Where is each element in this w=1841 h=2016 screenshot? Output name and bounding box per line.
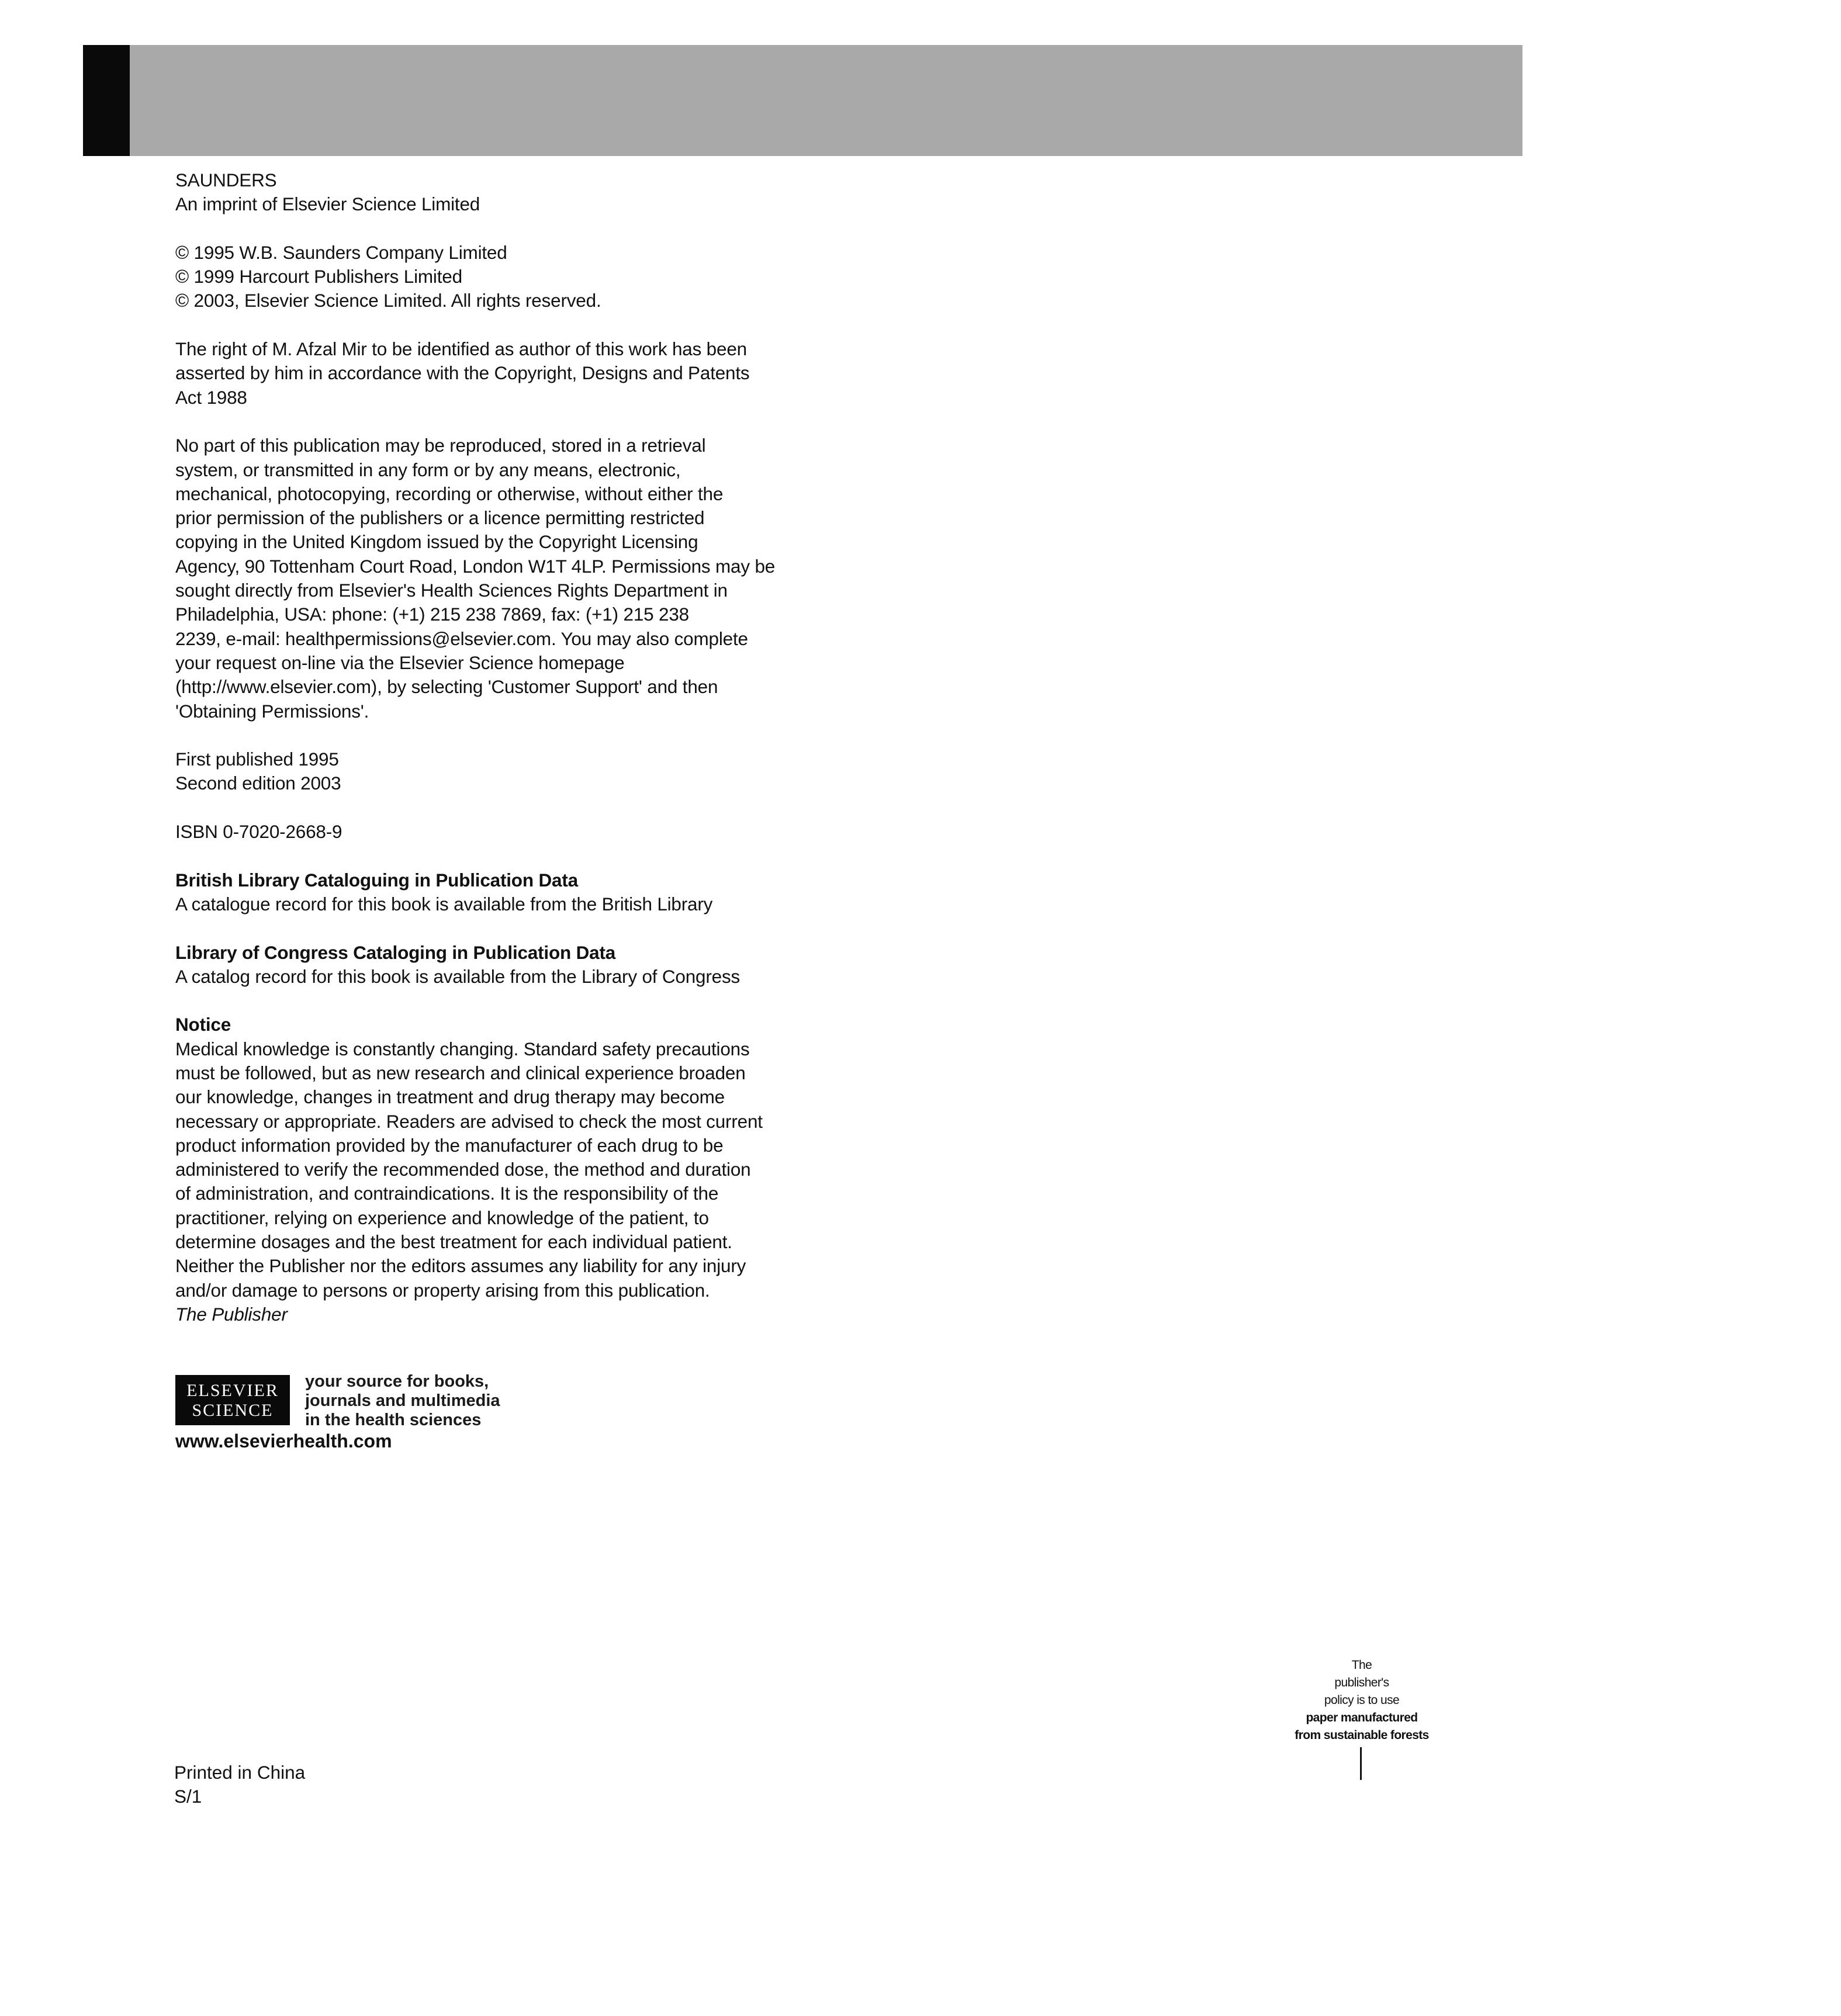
- permissions-line: sought directly from Elsevier's Health Sciences Rights Department in: [175, 580, 728, 601]
- author-rights-line: Act 1988: [175, 386, 247, 408]
- copyright-line: © 1995 W.B. Saunders Company Limited: [175, 241, 507, 263]
- spacer: [175, 796, 807, 820]
- notice-line: determine dosages and the best treatment for each individual patient.: [175, 1231, 732, 1253]
- spacer: [175, 313, 807, 337]
- eco-note-line: from sustainable forests: [1295, 1729, 1429, 1742]
- permissions-line: copying in the United Kingdom issued by the Copyright Licensing: [175, 531, 698, 553]
- eco-note-tick: [1360, 1747, 1362, 1780]
- notice-line: necessary or appropriate. Readers are advised to check the most current: [175, 1110, 763, 1132]
- notice-line: and/or damage to persons or property arising from this publication.: [175, 1279, 710, 1301]
- copyright-line: © 1999 Harcourt Publishers Limited: [175, 266, 462, 287]
- permissions-line: Agency, 90 Tottenham Court Road, London W1T 4LP. Permissions may be: [175, 555, 776, 577]
- permissions-line: Philadelphia, USA: phone: (+1) 215 238 7869, fax: (+1) 215 238: [175, 604, 689, 625]
- permissions-line: 2239, e-mail: healthpermissions@elsevier.com. You may also complete: [175, 628, 748, 649]
- notice-line: administered to verify the recommended dose, the method and duration: [175, 1159, 751, 1180]
- sustainable-paper-note: [1268, 1657, 1455, 1744]
- tagline-line: in the health sciences: [305, 1411, 482, 1429]
- header-tab-marker: [83, 45, 130, 156]
- notice-signature: The Publisher: [175, 1303, 288, 1325]
- permissions-line: your request on-line via the Elsevier Science homepage: [175, 652, 625, 673]
- spacer: [175, 217, 807, 241]
- eco-note-line: paper manufactured: [1306, 1711, 1418, 1724]
- british-library-text: A catalogue record for this book is available from the British Library: [175, 893, 713, 915]
- notice-heading: Notice: [175, 1014, 231, 1035]
- header-band: [83, 45, 1522, 156]
- permissions-line: mechanical, photocopying, recording or otherwise, without either the: [175, 483, 724, 504]
- spacer: [175, 916, 807, 940]
- permissions-line: system, or transmitted in any form or by any means, electronic,: [175, 459, 681, 480]
- notice-line: of administration, and contraindications. It is the responsibility of the: [175, 1183, 719, 1204]
- spacer: [175, 989, 807, 1013]
- library-of-congress-heading: Library of Congress Cataloging in Publication Data: [175, 941, 616, 963]
- eco-note-line: policy is to use: [1324, 1693, 1400, 1707]
- elsevier-science-logo: [175, 1375, 290, 1425]
- permissions-line: prior permission of the publishers or a licence permitting restricted: [175, 507, 705, 529]
- copyright-page-text: [175, 168, 807, 1326]
- website-link[interactable]: www.elsevierhealth.com: [175, 1430, 392, 1452]
- printing-info: [174, 1761, 305, 1809]
- tagline-line: your source for books,: [305, 1372, 489, 1391]
- first-published: First published 1995: [175, 749, 339, 770]
- spacer: [175, 410, 807, 434]
- logo-wordmark-line: SCIENCE: [192, 1401, 274, 1420]
- isbn: ISBN 0-7020-2668-9: [175, 821, 342, 843]
- permissions-line: No part of this publication may be reproduced, stored in a retrieval: [175, 435, 706, 456]
- print-code: S/1: [174, 1786, 202, 1807]
- imprint-subtitle: An imprint of Elsevier Science Limited: [175, 193, 480, 215]
- notice-line: must be followed, but as new research and clinical experience broaden: [175, 1062, 746, 1083]
- notice-line: Medical knowledge is constantly changing. Standard safety precautions: [175, 1038, 750, 1059]
- logo-wordmark-line: ELSEVIER: [186, 1381, 279, 1400]
- notice-line: Neither the Publisher nor the editors assumes any liability for any injury: [175, 1255, 746, 1277]
- british-library-heading: British Library Cataloguing in Publication Data: [175, 869, 578, 891]
- permissions-line: 'Obtaining Permissions'.: [175, 700, 369, 722]
- copyright-line: © 2003, Elsevier Science Limited. All rights reserved.: [175, 290, 601, 311]
- permissions-line: (http://www.elsevier.com), by selecting 'Customer Support' and then: [175, 676, 718, 698]
- author-rights-line: asserted by him in accordance with the Copyright, Designs and Patents: [175, 362, 750, 384]
- spacer: [175, 723, 807, 747]
- spacer: [175, 844, 807, 868]
- author-rights-line: The right of M. Afzal Mir to be identified as author of this work has been: [175, 338, 747, 360]
- second-edition: Second edition 2003: [175, 773, 341, 794]
- eco-note-line: publisher's: [1334, 1676, 1389, 1689]
- logo-tagline: [305, 1372, 551, 1430]
- tagline-line: journals and multimedia: [305, 1391, 500, 1410]
- notice-line: practitioner, relying on experience and knowledge of the patient, to: [175, 1207, 709, 1228]
- notice-line: product information provided by the manufacturer of each drug to be: [175, 1134, 724, 1156]
- library-of-congress-text: A catalog record for this book is available from the Library of Congress: [175, 965, 740, 987]
- notice-line: our knowledge, changes in treatment and drug therapy may become: [175, 1086, 725, 1108]
- eco-note-line: The: [1351, 1658, 1372, 1672]
- publisher-name: SAUNDERS: [175, 169, 277, 190]
- printed-country: Printed in China: [174, 1762, 306, 1783]
